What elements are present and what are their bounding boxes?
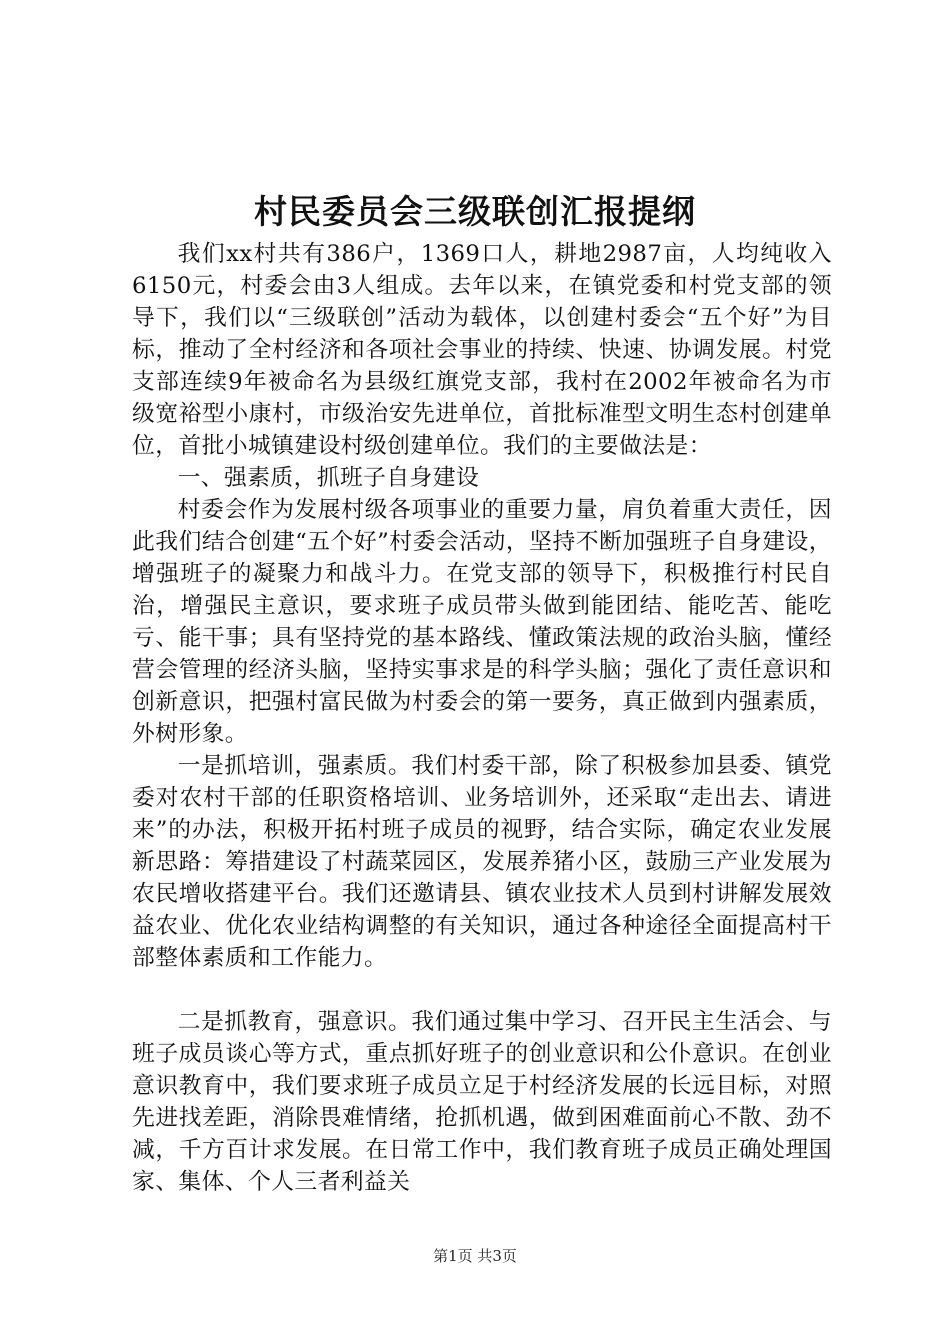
- paragraph-section-1: 村委会作为发展村级各项事业的重要力量，肩负着重大责任，因此我们结合创建“五个好”村委会活动，坚持不断加强班子自身建设，增强班子的凝聚力和战斗力。在党支部的领导下，积极推行村民自治，增强民主意识，要求班子成员带头做到能团结、能吃苦、能吃亏、能干事；具有坚持党的基本路线、懂政策法规的政治头脑，懂经营会管理的经济头脑，坚持实事求是的科学头脑；强化了责任意识和创新意识，把强村富民做为村委会的第一要务，真正做到内强素质，外树形象。: [132, 497, 832, 747]
- paragraph-training: 一是抓培训，强素质。我们村委干部，除了积极参加县委、镇党委对农村干部的任职资格培训、业务培训外，还采取“走出去、请进来”的办法，积极开拓村班子成员的视野，结合实际，确定农业发展新思路：筹措建设了村蔬菜园区，发展养猪小区，鼓励三产业发展为农民增收搭建平台。我们还邀请县、镇农业技术人员到村讲解发展效益农业、优化农业结构调整的有关知识，通过各种途径全面提高村干部整体素质和工作能力。: [132, 753, 832, 971]
- document-body: [132, 238, 832, 1198]
- document-title: 村民委员会三级联创汇报提纲: [254, 192, 696, 231]
- section-heading-1: 一、强素质，抓班子自身建设: [177, 465, 480, 491]
- page-number-footer: 第1页 共3页: [433, 1247, 517, 1265]
- paragraph-intro: 我们xx村共有386户，1369口人，耕地2987亩，人均纯收入6150元，村委会由3人组成。去年以来，在镇党委和村党支部的领导下，我们以“三级联创”活动为载体，以创建村委会“五个好”为目标，推动了全村经济和各项社会事业的持续、快速、协调发展。村党支部连续9年被命名为县级红旗党支部，我村在2002年被命名为市级宽裕型小康村，市级治安先进单位，首批标准型文明生态村创建单位，首批小城镇建设村级创建单位。我们的主要做法是：: [132, 241, 832, 459]
- paragraph-education: 二是抓教育，强意识。我们通过集中学习、召开民主生活会、与班子成员谈心等方式，重点抓好班子的创业意识和公仆意识。在创业意识教育中，我们要求班子成员立足于村经济发展的长远目标，对照先进找差距，消除畏难情绪，抢抓机遇，做到困难面前心不散、劲不减，千方百计求发展。在日常工作中，我们教育班子成员正确处理国家、集体、个人三者利益关: [132, 1009, 832, 1195]
